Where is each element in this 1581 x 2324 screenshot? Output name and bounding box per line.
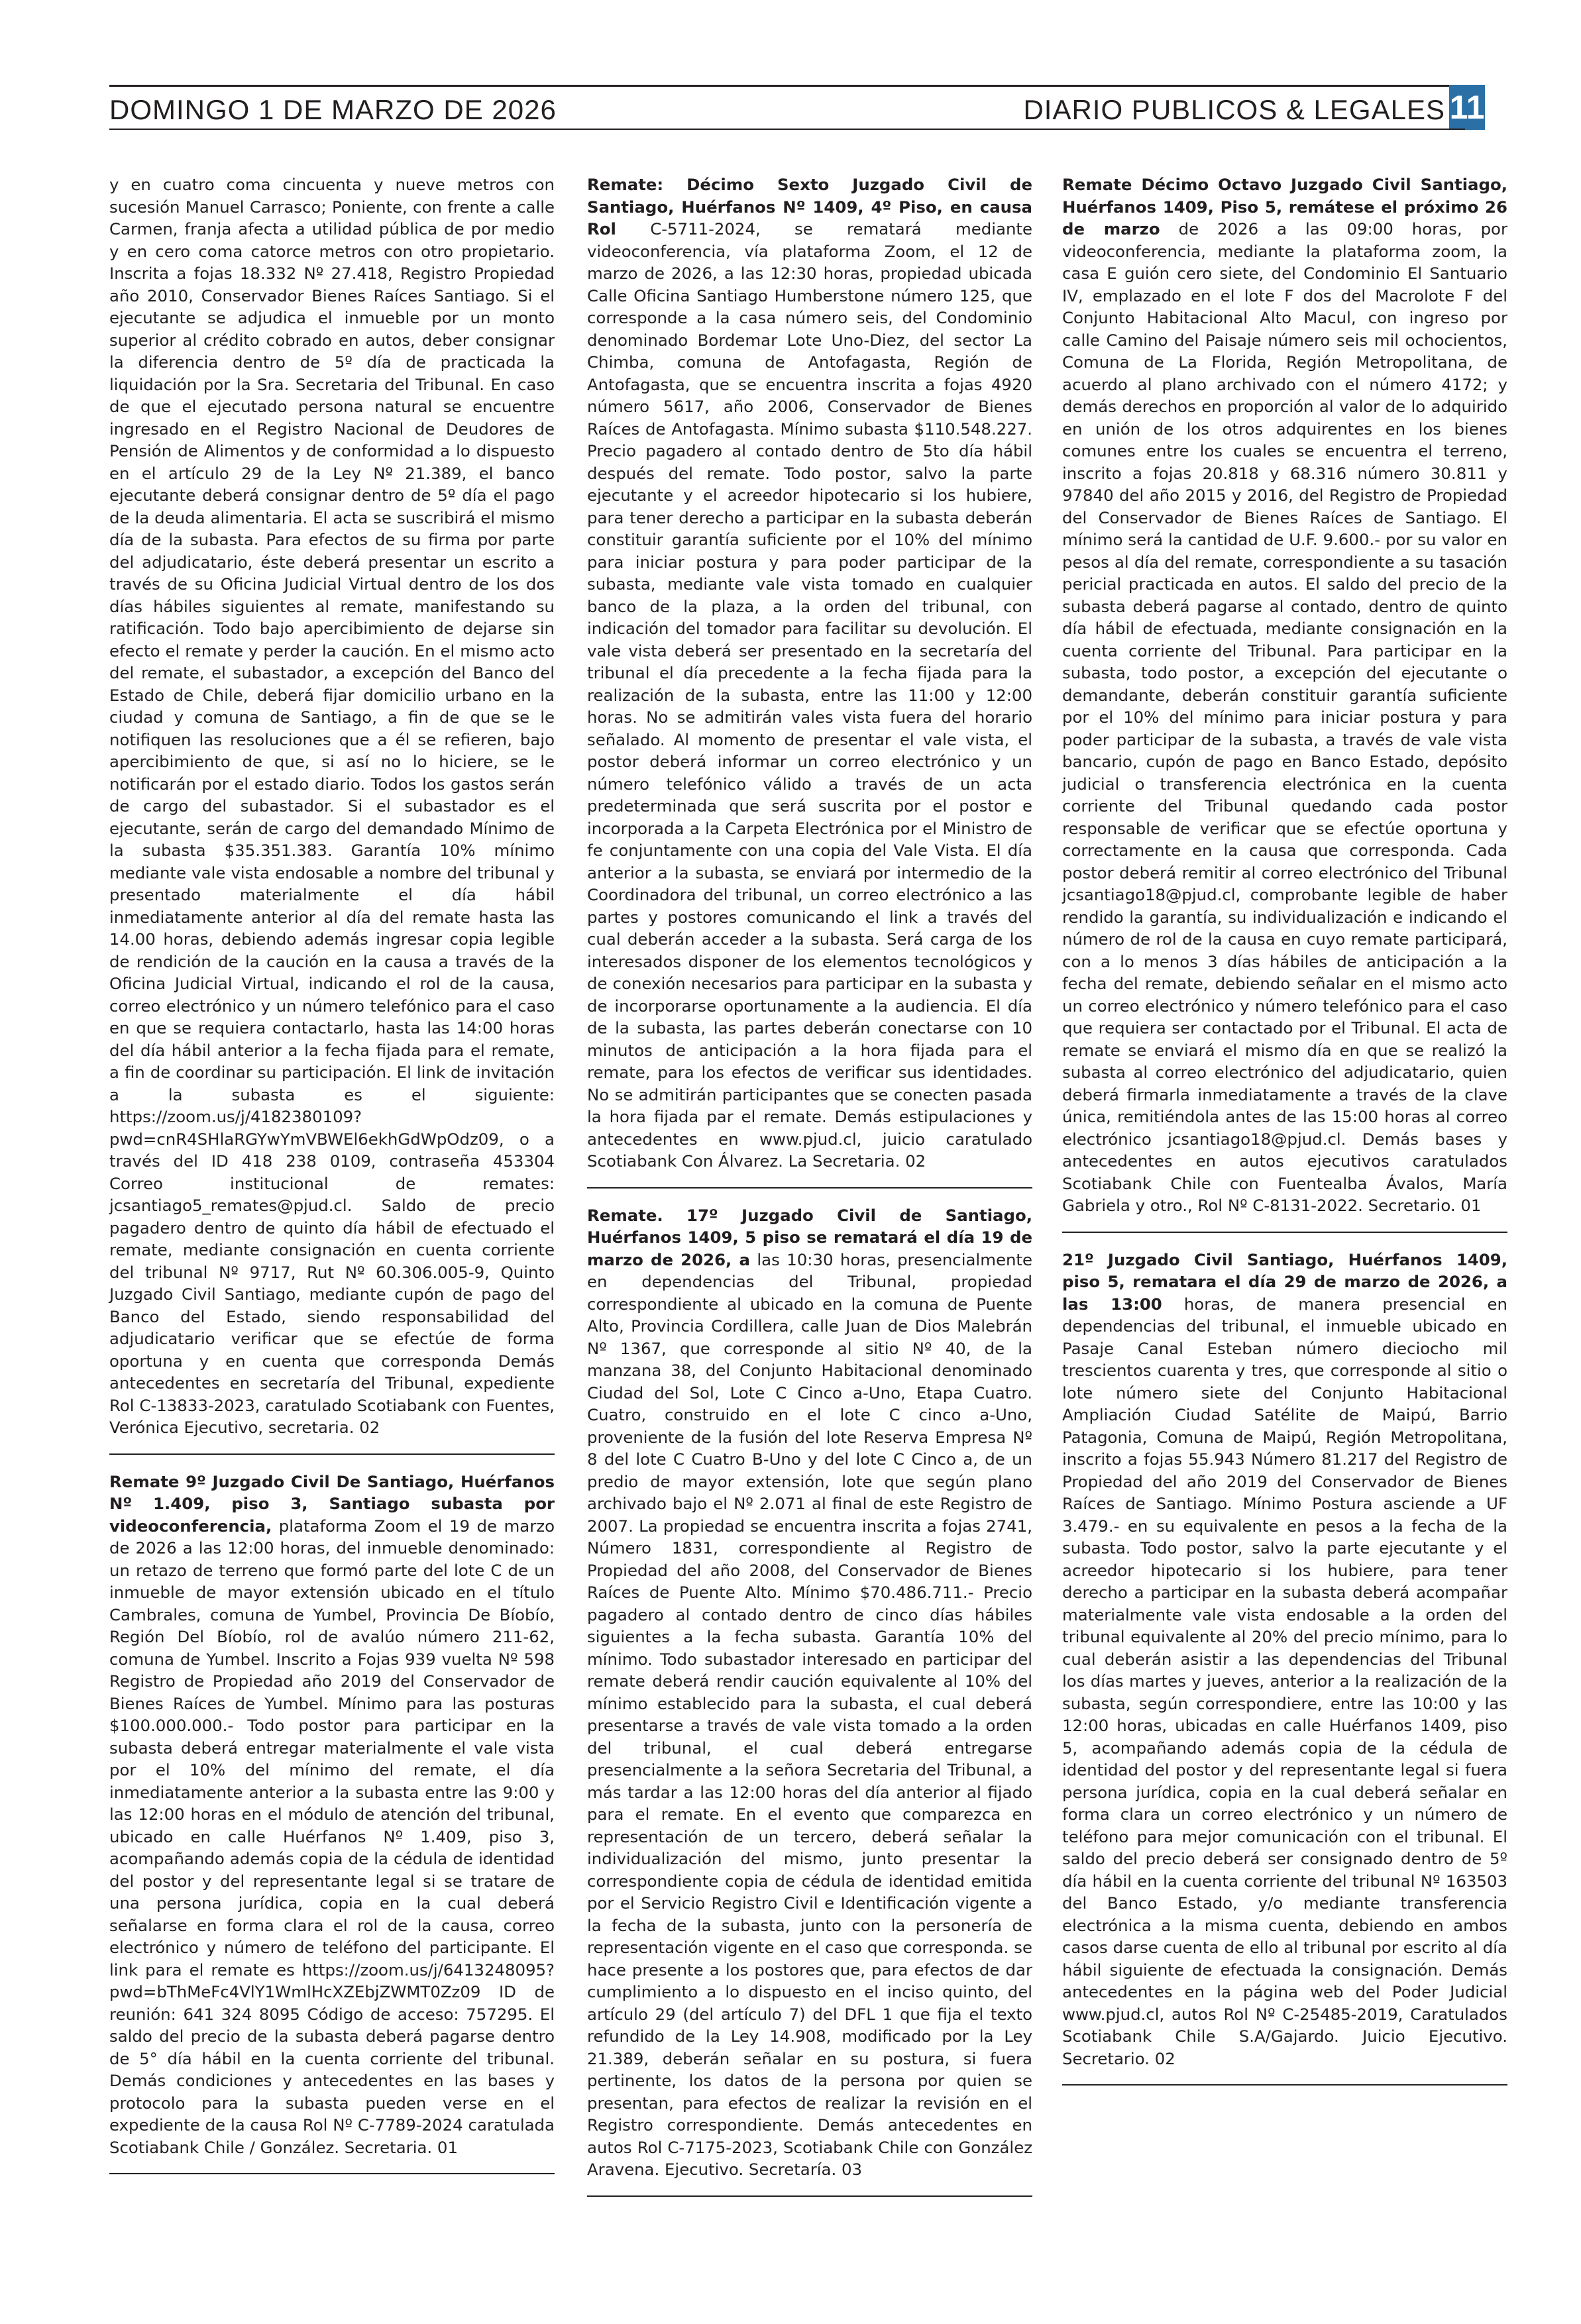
notice-text [1062,174,1507,1217]
notice-text [587,174,1032,1173]
notice-body: las 10:30 horas, presencialmente en dependencias del Tribunal, propiedad correspondiente al ubicado en la comuna de Puente Alto, Provincia Cordillera, calle Juan de Dios Malebrán Nº 1367, que corresponde al sitio Nº 40, de la manzana 38, del Conjunto Habitacional denominado Ciudad del Sol, Lote C Cinco a-Uno, Etapa Cuatro. Cuatro, construido en el lote C cinco a-Uno, proveniente de la fusión del lote Reserva Empresa Nº 8 del lote C Cuatro B-Uno y del lote C Cinco a, de un predio de mayor extensión, lote que según plano archivado bajo el Nº 2.071 al final de este Registro de 2007. La propiedad se encuentra inscrita a fojas 2741, Número 1831, correspondiente al Registro de Propiedad del año 2008, del Conservador de Bienes Raíces de Puente Alto. Mínimo $70.486.711.- Precio pagadero al contado dentro de cinco días hábiles siguientes a la fecha subasta. Garantía 10% del mínimo. Todo subastador interesado en participar del remate deberá rendir caución equivalente al 10% del mínimo establecido para la subasta, el cual deberá presentarse a través de vale vista tomado a la orden del tribunal, el cual deberá entregarse presencialmente a la señora Secretaria del Tribunal, a más tardar a las 12:00 horas del día anterior al fijado para el remate. En el evento que comparezca en representación de un tercero, deberá señalar la individualización del mismo, junto presentar la correspondiente copia de cédula de identidad emitida por el Servicio Registro Civil e Identificación vigente a la fecha de la subasta, junto con la personería de representación vigente en el caso que corresponda. se hace presente a los postores que, para efectos de dar cumplimiento a lo dispuesto en el inciso quinto, del artículo 29 (del artículo 7) del DFL 1 que fija el texto refundido de la Ley 14.908, modificado por la Ley 21.389, deberán señalar en su postura, si fuera pertinente, los datos de la persona por quien se presentan, para efectos de realizar la revisión en el Registro correspondiente. Demás antecedentes en autos Rol C-7175-2023, Scotiabank Chile con González Aravena. Ejecutivo. Secretaría. 03 [587,1249,1032,2179]
notice-body: plataforma Zoom el 19 de marzo de 2026 a las 12:00 horas, del inmueble denominado: un retazo de terreno que formó parte del lote C de un inmueble de mayor extensión ubicado en el título Cambrales, comuna de Yumbel, Provincia De Bíobío, Región Del Bíobío, rol de avalúo número 211-62, comuna de Yumbel. Inscrito a Fojas 939 vuelta Nº 598 Registro de Propiedad año 2019 del Conservador de Bienes Raíces de Yumbel. Mínimo para las posturas $100.000.000.- Todo postor para participar en la subasta deberá entregar materialmente el vale vista por el 10% del mínimo del remate, el día inmediatamente anterior a la subasta entre las 9:00 y las 12:00 horas en el módulo de atención del tribunal, ubicado en calle Huérfanos Nº 1.409, piso 3, acompañando además copia de la cédula de identidad del postor y del representante legal si se tratare de una persona jurídica, copia en la cual deberá señalarse en forma clara el rol de la causa, correo electrónico y número de teléfono del participante. El link para el remate es https://zoom.us/j/6413248095?pwd=bThMeFc4VlY1WmlHcXZEbjZWMT0Zz09 ID de reunión: 641 324 8095 Código de acceso: 757295. El saldo del precio de la subasta deberá pagarse dentro de 5° día hábil en la cuenta corriente del tribunal. Demás condiciones y antecedentes en las bases y protocolo para la subasta pueden verse en el expediente de la causa Rol Nº C-7789-2024 caratulada Scotiabank Chile / González. Secretaria. 01 [109,1516,555,2157]
notice-text [587,1204,1032,2181]
column-2 [587,174,1032,2213]
legal-notice [109,1471,555,2175]
notice-lead: Remate 9º Juzgado Civil De Santiago, Huérfanos Nº 1.409, piso 3, Santiago subasta por videoconferencia, [109,1471,555,1536]
notice-text [1062,1249,1507,2070]
legal-notice [587,1204,1032,2197]
notice-lead: Remate Décimo Octavo Juzgado Civil Santiago, Huérfanos 1409, Piso 5, remátese el próximo 26 de marzo [1062,175,1507,238]
page-number-badge: 11 [1449,85,1485,130]
header-date: DOMINGO 1 DE MARZO DE 2026 [109,94,557,125]
notice-text [109,174,555,1439]
notice-lead: Remate: Décimo Sexto Juzgado Civil de Santiago, Huérfanos Nº 1409, 4º Piso, en causa Rol [587,175,1032,238]
notice-body: y en cuatro coma cincuenta y nueve metros con sucesión Manuel Carrasco; Poniente, con frente a calle Carmen, franja afecta a utilidad pública de por medio y en cero coma catorce metros con otro propietario. Inscrita a fojas 18.332 Nº 27.418, Registro Propiedad año 2010, Conservador Bienes Raíces Santiago. Si el ejecutante se adjudica el inmueble por un monto superior al crédito cobrado en autos, deber consignar la diferencia dentro de 5º día de practicada la liquidación por la Sra. Secretaria del Tribunal. En caso de que el ejecutado persona natural se encuentre ingresado en el Registro Nacional de Deudores de Pensión de Alimentos y de conformidad a lo dispuesto en el artículo 29 de la Ley Nº 21.389, el banco ejecutante deberá consignar dentro de 5º día el pago de la deuda alimentaria. El acta se suscribirá el mismo día de la subasta. Para efectos de su firma por parte del adjudicatario, éste deberá presentar un escrito a través de su Oficina Judicial Virtual dentro de los dos días hábiles siguientes al remate, manifestando su ratificación. Todo bajo apercibimiento de dejarse sin efecto el remate y perder la caución. En el mismo acto del remate, el subastador, a excepción del Banco del Estado de Chile, deberá fijar domicilio urbano en la ciudad y comuna de Santiago, a fin de que se le notifiquen las resoluciones que a él se refieren, bajo apercibimiento de que, si así no lo hiciere, se le notificarán por el estado diario. Todos los gastos serán de cargo del subastador. Si el subastador es el ejecutante, serán de cargo del demandado Mínimo de la subasta $35.351.383. Garantía 10% mínimo mediante vale vista endosable a nombre del tribunal y presentado materialmente el día hábil inmediatamente anterior al día del remate hasta las 14.00 horas, debiendo además ingresar copia legible de rendición de la caución en la causa a través de la Oficina Judicial Virtual, indicando el rol de la causa, correo electrónico y un número telefónico para el caso en que se requiera contactarlo, hasta las 14:00 horas del día hábil anterior a la fecha fijada para el remate, a fin de coordinar su participación. El link de invitación a la subasta es el siguiente: https://zoom.us/j/4182380109?pwd=cnR4SHlaRGYwYmVBWEl6ekhGdWpOdz09, o a través del ID 418 238 0109, contraseña 453304 Correo institucional de remates: jcsantiago5_remates@pjud.cl. Saldo de precio pagadero dentro de quinto día hábil de efectuado el remate, mediante consignación en cuenta corriente del tribunal Nº 9717, Rut Nº 60.306.005-9, Quinto Juzgado Civil Santiago, mediante cupón de pago del Banco del Estado, siendo responsabilidad del adjudicatario verificar que se efectúe de forma oportuna y en cuenta que corresponda Demás antecedentes en secretaría del Tribunal, expediente Rol C-13833-2023, caratulado Scotiabank con Fuentes, Verónica Ejecutivo, secretaria. 02 [109,175,555,1437]
header-top-rule [109,85,1465,87]
legal-notice [1062,174,1507,1233]
legal-notice [109,174,555,1455]
notice-body: C-5711-2024, se rematará mediante videoconferencia, vía plataforma Zoom, el 12 de marzo de 2026, a las 12:30 horas, propiedad ubicada Calle Oficina Santiago Humberstone número 125, que corresponde a la casa número seis, del Condominio denominado Bordemar Lote Uno-Diez, del sector La Chimba, comuna de Antofagasta, Región de Antofagasta, que se encuentra inscrita a fojas 4920 número 5617, año 2006, Conservador de Bienes Raíces de Antofagasta. Mínimo subasta $110.548.227. Precio pagadero al contado dentro de 5to día hábil después del remate. Todo postor, salvo la parte ejecutante y el acreedor hipotecario si los hubiere, para tener derecho a participar en la subasta deberán constituir garantía suficiente por el 10% del mínimo para iniciar postura y para poder participar de la subasta, mediante vale vista tomado en cualquier banco de la plaza, a la orden del tribunal, con indicación del tomador para facilitar su devolución. El vale vista deberá ser presentado en la secretaría del tribunal el día precedente a la fecha fijada para la realización de la subasta, entre las 11:00 y 12:00 horas. No se admitirán vales vista fuera del horario señalado. Al momento de presentar el vale vista, el postor deberá informar un correo electrónico y un número telefónico válido a través de un acta predeterminada que será suscrita por el postor e incorporada a la Carpeta Electrónica por el Ministro de fe conjuntamente con una copia del Vale Vista. El día anterior a la subasta, se enviará por intermedio de la Coordinadora del tribunal, un correo electrónico a las partes y postores comunicando el link a través del cual deberán acceder a la subasta. Será carga de los interesados disponer de los elementos tecnológicos y de conexión necesarios para participar en la subasta y de incorporarse oportunamente a la audiencia. El día de la subasta, las partes deberán conectarse con 10 minutos de anticipación a la hora fijada para el remate, para los efectos de verificar sus identidades. No se admitirán participantes que se conecten pasada la hora fijada par el remate. Demás estipulaciones y antecedentes en www.pjud.cl, juicio caratulado Scotiabank Con Álvarez. La Secretaria. 02 [587,219,1032,1171]
notice-body: horas, de manera presencial en dependencias del tribunal, el inmueble ubicado en Pasaje Canal Esteban número dieciocho mil trescientos cuarenta y tres, que corresponde al sitio o lote número siete del Conjunto Habitacional Ampliación Ciudad Satélite de Maipú, Barrio Patagonia, Comuna de Maipú, Región Metropolitana, inscrito a fojas 55.943 Número 81.217 del Registro de Propiedad del año 2019 del Conservador de Bienes Raíces de Santiago. Mínimo Postura asciende a UF 3.479.- en su equivalente en pesos a la fecha de la subasta. Todo postor, salvo la parte ejecutante y el acreedor hipotecario si los hubiere, para tener derecho a participar en la subasta deberá acompañar materialmente vale vista endosable a la orden del tribunal equivalente al 20% del precio mínimo, para lo cual deberán asistir a las dependencias del Tribunal los días martes y jueves, anterior a la realización de la subasta, según correspondiere, entre las 10:00 y las 12:00 horas, ubicadas en calle Huérfanos 1409, piso 5, acompañando además copia de la cédula de identidad del postor y del representante legal si fuera persona jurídica, copia en la cual deberá señalar en forma clara un correo electrónico y un número de teléfono para mejor comunicación con el tribunal. El saldo del precio deberá ser consignado dentro de 5º día hábil en la cuenta corriente del tribunal Nº 163503 del Banco Estado, y/o mediante transferencia electrónica a la misma cuenta, debiendo en ambos casos darse cuenta de ello al tribunal por escrito al día hábil siguiente de efectuada la consignación. Demás antecedentes en la página web del Poder Judicial www.pjud.cl, autos Rol Nº C-25485-2019, Caratulados Scotiabank Chile S.A/Gajardo. Juicio Ejecutivo. Secretario. 02 [1062,1294,1507,2068]
page-header [109,78,1485,130]
legal-notice [1062,1249,1507,2086]
column-3 [1062,174,1507,2101]
notice-text [109,1471,555,2159]
notice-body: de 2026 a las 09:00 horas, por videoconferencia, mediante la plataforma zoom, la casa E guión cero siete, del Condominio El Santuario IV, emplazado en el lote F dos del Macrolote F del Conjunto Habitacional Alto Macul, con ingreso por calle Camino del Paisaje número seis mil ochocientos, Comuna de La Florida, Región Metropolitana, de acuerdo al plano archivado con el número 4172; y demás derechos en proporción al valor de lo adquirido en unión de los otros adquirentes en los bienes comunes entre los cuales se encuentra el terreno, inscrito a fojas 20.818 y 68.316 número 30.811 y 97840 del año 2015 y 2016, del Registro de Propiedad del Conservador de Bienes Raíces de Santiago. El mínimo será la cantidad de U.F. 9.600.- por su valor en pesos al día del remate, correspondiente a su tasación pericial practicada en autos. El saldo del precio de la subasta deberá pagarse al contado, dentro de quinto día hábil de efectuada, mediante consignación en la cuenta corriente del Tribunal. Para participar en la subasta, todo postor, a excepción del ejecutante o demandante, deberán constituir garantía suficiente por el 10% del mínimo para iniciar postura y para poder participar de la subasta, a través de vale vista bancario, cupón de pago en Banco Estado, depósito judicial o transferencia electrónica en la cuenta corriente del Tribunal quedando cada postor responsable de verificar que se efectúe oportuna y correctamente en la causa que corresponda. Cada postor deberá remitir al correo electrónico del Tribunal jcsantiago18@pjud.cl, comprobante legible de haber rendido la garantía, su individualización e indicando el número de rol de la causa en cuyo remate participará, con a lo menos 3 días hábiles de anticipación a la fecha del remate, debiendo señalar en el mismo acto un correo electrónico y número telefónico para el caso que requiera ser contactado por el Tribunal. El acta de remate se enviará el mismo día en que se realizó la subasta al correo electrónico del adjudicatario, quien deberá firmarla inmediatamente a través de la clave única, remitiéndola antes de las 15:00 horas al correo electrónico jcsantiago18@pjud.cl. Demás bases y antecedentes en autos ejecutivos caratulados Scotiabank Chile con Fuentealba Ávalos, María Gabriela y otro., Rol Nº C-8131-2022. Secretario. 01 [1062,219,1507,1215]
notice-lead: 21º Juzgado Civil Santiago, Huérfanos 1409, piso 5, rematara el día 29 de marzo de 2026, a las 13:00 [1062,1249,1507,1314]
header-bottom-rule [109,129,1465,130]
legal-notice [587,174,1032,1188]
notice-lead: Remate. 17º Juzgado Civil de Santiago, Huérfanos 1409, 5 piso se rematará el día 19 de marzo de 2026, a [587,1205,1032,1269]
column-1 [109,174,555,2190]
header-section-title: DIARIO PUBLICOS & LEGALES [1023,94,1445,125]
